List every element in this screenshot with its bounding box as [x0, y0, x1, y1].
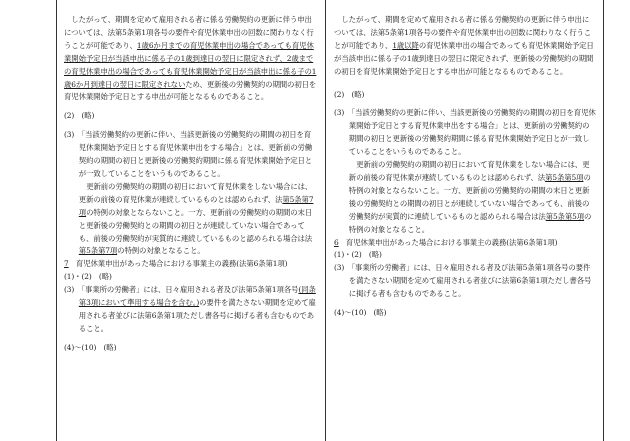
right-paragraph-1 — [334, 14, 596, 79]
left-item-3-para2 — [64, 181, 318, 258]
right-item-3-text: 「当該労働契約の更新に伴い、当該更新後の労働契約の期間の初日を育児休業開始予定日とする育児休業申出をする場合」とは、更新前の労働契約の期間の初日と更新後の労働契約期間に係る育児休業開始予定日とが一致していることをいうものであること。 — [348, 108, 596, 157]
right-item-3-para2-u2: 第5条第5項 — [545, 211, 585, 221]
right-p1-text-c: の育児休業申出の場合であっても育児休業開始予定日が当該申出に係る子の1歳到達日の翌日に限定されず、更新後の労働契約の期間の初日を育児休業開始予定日とする申出が可能となるものであること。 — [334, 40, 594, 76]
left-item-2: (2) (略) — [64, 111, 95, 121]
left-section-7-title: 育児休業申出があった場合における事業主の義務(法第6条第1項) — [75, 259, 288, 269]
left-section-7-heading — [64, 258, 318, 271]
left-item-3b-b: の要件を満たさない期間を定めて雇用される者並びに法第6条第1項ただし書各号に掲げる者も含むものであること。 — [78, 298, 316, 333]
left-paragraph-1 — [64, 14, 318, 104]
left-item-3-num: (3) — [64, 130, 75, 140]
left-column-revised — [64, 14, 318, 355]
right-item-3-para2-b: の特例の対象とならないこと。一方、更新前の労働契約の期間の末日と更新後の労働契約との期間の初日とが連続していない場合であっても、前後の労働契約が実質的に連続しているものと認められる場合は法 — [348, 172, 591, 221]
right-p1-underlined: 1歳以降 — [392, 40, 419, 50]
left-item-3-para2-c: の特例の対象となること。 — [117, 246, 205, 256]
right-section-6-heading — [334, 237, 596, 250]
left-item-3 — [64, 129, 318, 181]
right-section-6-num: 6 — [334, 237, 339, 247]
left-item-3b-underlined: (同条第3項において準用する場合を含む。) — [78, 285, 316, 308]
left-item-3-text: 「当該労働契約の更新に伴い、当該更新後の労働契約の期間の初日を育児休業開始予定日とする育児休業申出をする場合」とは、更新前の労働契約の期間の初日と更新後の労働契約期間に係る育児休業開始予定日とが一致していることをいうものであること。 — [78, 130, 313, 178]
left-item-3-para2-a: 更新前の労働契約の期間の初日において育児休業をしない場合には、更新の前後の育児休業が連続しているものとは認められず、法 — [78, 181, 313, 204]
column-divider — [325, 0, 326, 441]
left-p1-text-c: ため、更新後の労働契約の期間の初日を育児休業開始予定日とする申出が可能となるものであること。 — [64, 79, 317, 102]
left-section-7-num: 7 — [64, 259, 69, 269]
right-item-2: (2) (略) — [334, 89, 365, 99]
left-item-4-10: (4)～(10) (略) — [64, 342, 117, 352]
left-item-1-2: (1)・(2) (略) — [64, 272, 112, 282]
left-item-3b — [64, 284, 318, 336]
left-p1-text-a: したがって、期間を定めて雇用される者に係る労働契約の更新に伴う申出については、法第5条第1項各号の要件や育児休業申出の回数に関わりなく行うことが可能であり、 — [64, 15, 314, 50]
right-p1-text-a: したがって、期間を定めて雇用される者に係る労働契約の更新に伴う申出については、法第5条第1項各号の要件や育児休業申出の回数に関わりなく行うことが可能であり、 — [334, 15, 592, 50]
left-item-3-para2-u1: 第5条第7項 — [78, 194, 314, 217]
left-item-3b-a: 「事業所の労働者」には、日々雇用される者及び法第5条第1項各号 — [81, 285, 299, 295]
left-p1-underlined: 1歳6か月までの育児休業申出の場合であっても育児休業開始予定日が当該申出に係る子の1歳到達日の翌日に限定されず、2歳までの育児休業申出の場合であっても育児休業開始予定日が当該申出に係る子の1歳6か月到達日の翌日に限定されない — [64, 40, 317, 89]
left-item-3-para2-u2: 第5条第7項 — [78, 246, 118, 256]
right-item-3 — [334, 107, 596, 159]
right-item-3-para2-u1: 第5条第5項 — [545, 172, 584, 182]
right-item-3-para2-c: の特例の対象となること。 — [348, 211, 592, 234]
right-item-3b — [334, 262, 596, 301]
right-item-3b-num: (3) — [334, 263, 345, 273]
right-item-3-para2-a: 更新前の労働契約の期間の初日において育児休業をしない場合には、更新の前後の育児休業が連続しているものとは認められず、法 — [348, 160, 590, 182]
left-item-3-para2-b: の特例の対象とならないこと。一方、更新前の労働契約の期間の末日と更新後の労働契約との期間の初日とが連続していない場合であっても、前後の労働契約が実質的に連続しているものと認められる場合は法 — [78, 207, 313, 243]
right-item-1-2: (1)・(2) (略) — [334, 250, 382, 260]
right-section-6-title: 育児休業申出があった場合における事業主の義務(法第6条第1項) — [345, 237, 558, 247]
left-item-3b-num: (3) — [64, 285, 75, 295]
right-item-3b-text: 「事業所の労働者」には、日々雇用される者及び法第5条第1項各号の要件を満たさない期間を定めて雇用される者並びに法第6条第1項ただし書各号に掲げる者も含むものであること。 — [348, 263, 592, 299]
right-item-3-num: (3) — [334, 108, 345, 118]
right-column-current — [334, 14, 596, 320]
right-item-4-10: (4)～(10) (略) — [334, 308, 387, 318]
right-item-3-para2 — [334, 159, 596, 236]
